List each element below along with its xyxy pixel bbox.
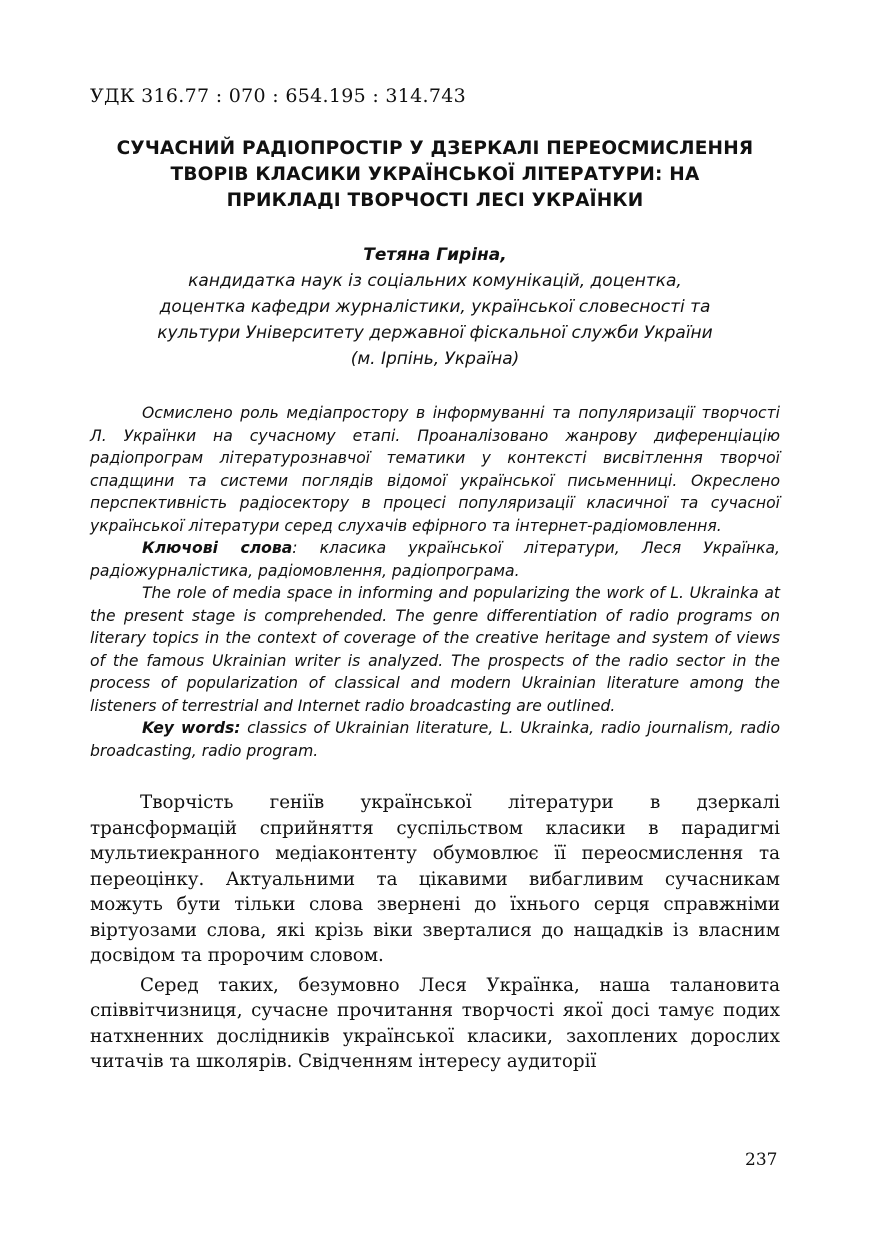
keywords-separator: :	[292, 539, 298, 557]
author-affiliation-line: кандидатка наук із соціальних комунікацій, доцентка,	[188, 271, 682, 291]
keywords-label: Key words:	[142, 719, 241, 737]
title-line: ПРИКЛАДІ ТВОРЧОСТІ ЛЕСІ УКРАЇНКИ	[226, 190, 644, 211]
article-body	[90, 790, 780, 1075]
page-number: 237	[745, 1150, 778, 1170]
author-name: Тетяна Гиріна,	[363, 245, 507, 265]
keywords-label: Ключові слова	[142, 539, 293, 557]
keywords-text: classics of Ukrainian literature, L. Ukrainka, radio journalism, radio broadcasting, radio program.	[90, 719, 780, 760]
author-affiliation-line: культури Університету державної фіскальної служби України	[157, 323, 713, 343]
keywords-text: класика української літератури, Леся Українка, радіожурналістика, радіомовлення, радіопрограма.	[90, 539, 780, 580]
abstract-english: The role of media space in informing and popularizing the work of L. Ukrainka at the present stage is comprehended. The genre differentiation of radio programs on literary topics in the context of coverage of the creative heritage and system of views of the famous Ukrainian writer is analyzed. The prospects of the radio sector in the process of popularization of classical and modern Ukrainian literature among the listeners of terrestrial and Internet radio broadcasting are outlined.	[90, 584, 780, 715]
article-title	[90, 136, 780, 214]
udk-code: УДК 316.77 : 070 : 654.195 : 314.743	[90, 85, 467, 107]
article-page	[90, 82, 780, 1079]
title-line: СУЧАСНИЙ РАДІОПРОСТІР У ДЗЕРКАЛІ ПЕРЕОСМИСЛЕННЯ	[116, 138, 754, 159]
body-paragraph: Творчість геніїв української літератури в дзеркалі трансформацій сприйняття суспільством класики в парадигмі мультиекранного медіаконтенту обумовлює її переосмислення та переоцінку. Актуальними та цікавими вибагливим сучасникам можуть бути тільки слова звернені до їхнього серця справжніми віртуозами слова, які крізь віки зверталися до нащадків із власним досвідом та пророчим словом.	[90, 792, 780, 966]
keywords-ukrainian	[90, 537, 780, 582]
body-paragraph: Серед таких, безумовно Леся Українка, наша талановита співвітчизниця, сучасне прочитання творчості якої досі тамує подих натхненних дослідників української класики, захоплених дорослих читачів та школярів. Свідченням інтересу аудиторії	[90, 974, 780, 1072]
author-affiliation-line: доцентка кафедри журналістики, української словесності та	[159, 297, 711, 317]
keywords-english	[90, 717, 780, 762]
author-block	[90, 242, 780, 372]
author-affiliation-line: (м. Ірпінь, Україна)	[350, 349, 520, 369]
title-line: ТВОРІВ КЛАСИКИ УКРАЇНСЬКОЇ ЛІТЕРАТУРИ: НА	[170, 164, 700, 185]
abstract-section	[90, 402, 780, 762]
abstract-ukrainian: Осмислено роль медіапростору в інформуванні та популяризації творчості Л. Українки на сучасному етапі. Проаналізовано жанрову диференціацію радіопрограм літературознавчої тематики у контексті висвітлення творчої спадщини та системи поглядів відомої української письменниці. Окреслено перспективність радіосектору в процесі популяризації класичної та сучасної української літератури серед слухачів ефірного та інтернет-радіомовлення.	[90, 404, 780, 535]
